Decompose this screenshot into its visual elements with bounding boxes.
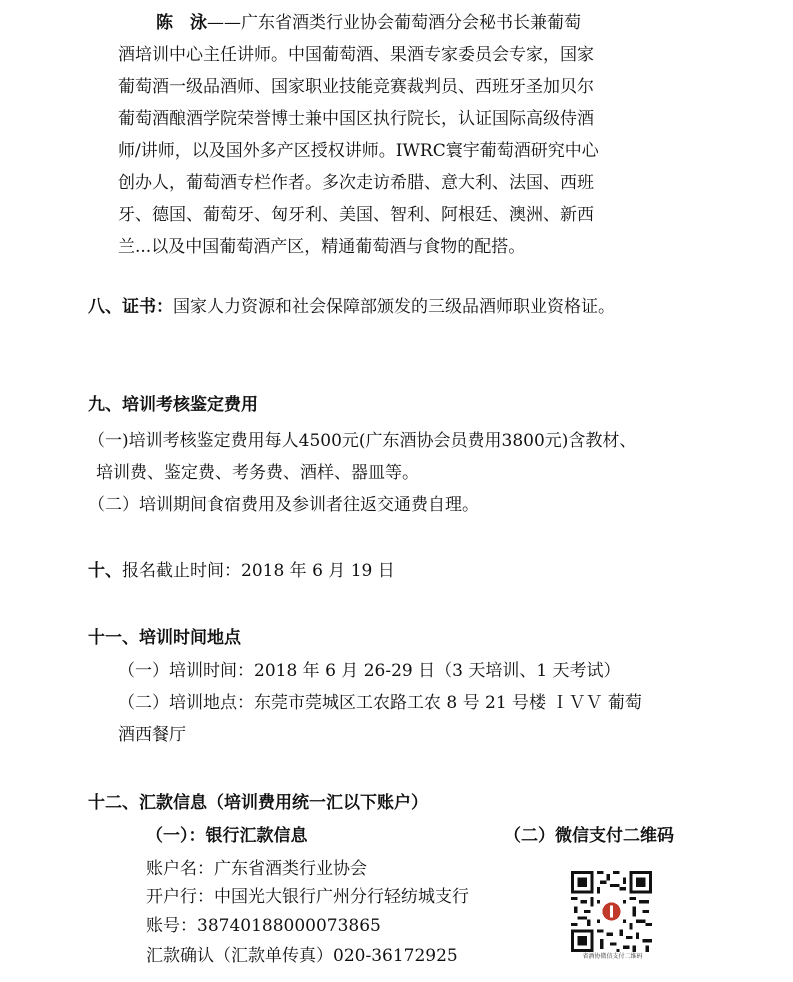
qr-caption: 省酒协微信支付二维码 bbox=[582, 953, 643, 960]
section-10-heading: 十、 bbox=[88, 561, 122, 581]
section-9-heading: 九、培训考核鉴定费用 bbox=[88, 395, 258, 415]
bio-first-line bbox=[118, 12, 718, 34]
section-11-heading: 十一、培训时间地点 bbox=[88, 628, 241, 648]
section-8-text: 国家人力资源和社会保障部颁发的三级品酒师职业资格证。 bbox=[173, 297, 615, 317]
section-11-line-1: （二）培训地点：东莞市莞城区工农路工农 8 号 21 号楼 ＩＶＶ 葡萄 bbox=[118, 693, 642, 713]
section-9-line-2: （二）培训期间食宿费用及参训者往返交通费自理。 bbox=[88, 495, 479, 515]
wechat-pay-heading: （二）微信支付二维码 bbox=[504, 826, 674, 846]
section-8 bbox=[88, 296, 615, 318]
bio-line-0: ——广东省酒类行业协会葡萄酒分会秘书长兼葡萄 bbox=[207, 13, 581, 33]
bio-line-5: 创办人，葡萄酒专栏作者。多次走访希腊、意大利、法国、西班 bbox=[118, 173, 594, 193]
section-10-text: 报名截止时间：2018 年 6 月 19 日 bbox=[122, 561, 395, 581]
section-10 bbox=[88, 560, 395, 582]
section-12-heading: 十二、汇款信息（培训费用统一汇以下账户） bbox=[88, 793, 428, 813]
bank-name: 开户行：中国光大银行广州分行轻纺城支行 bbox=[146, 887, 469, 907]
bio-line-6: 牙、德国、葡萄牙、匈牙利、美国、智利、阿根廷、澳洲、新西 bbox=[118, 205, 594, 225]
section-11-line-0: （一）培训时间：2018 年 6 月 26-29 日（3 天培训、1 天考试） bbox=[118, 661, 621, 681]
bio-line-3: 葡萄酒酿酒学院荣誉博士兼中国区执行院长，认证国际高级侍酒 bbox=[118, 109, 594, 129]
bio-name: 陈 泳 bbox=[156, 13, 207, 33]
section-11-line-2: 酒西餐厅 bbox=[118, 725, 186, 745]
bank-info-heading: （一）：银行汇款信息 bbox=[146, 826, 308, 846]
account-number: 账号：38740188000073865 bbox=[146, 916, 381, 936]
remittance-confirm: 汇款确认（汇款单传真）020-36172925 bbox=[146, 946, 458, 966]
section-9-line-0: （一)培训考核鉴定费用每人4500元(广东酒协会员费用3800元)含教材、 bbox=[88, 431, 637, 451]
bio-line-7: 兰...以及中国葡萄酒产区，精通葡萄酒与食物的配搭。 bbox=[118, 237, 526, 257]
wechat-qr-code bbox=[571, 871, 652, 952]
bio-line-4: 师/讲师，以及国外多产区授权讲师。IWRC寰宇葡萄酒研究中心 bbox=[118, 141, 599, 161]
bio-line-2: 葡萄酒一级品酒师、国家职业技能竞赛裁判员、西班牙圣加贝尔 bbox=[118, 77, 594, 97]
section-8-heading: 八、证书： bbox=[88, 297, 173, 317]
bio-line-1: 酒培训中心主任讲师。中国葡萄酒、果酒专家委员会专家，国家 bbox=[118, 45, 594, 65]
account-name: 账户名：广东省酒类行业协会 bbox=[146, 859, 367, 879]
section-9-line-1: 培训费、鉴定费、考务费、酒样、器皿等。 bbox=[96, 463, 419, 483]
